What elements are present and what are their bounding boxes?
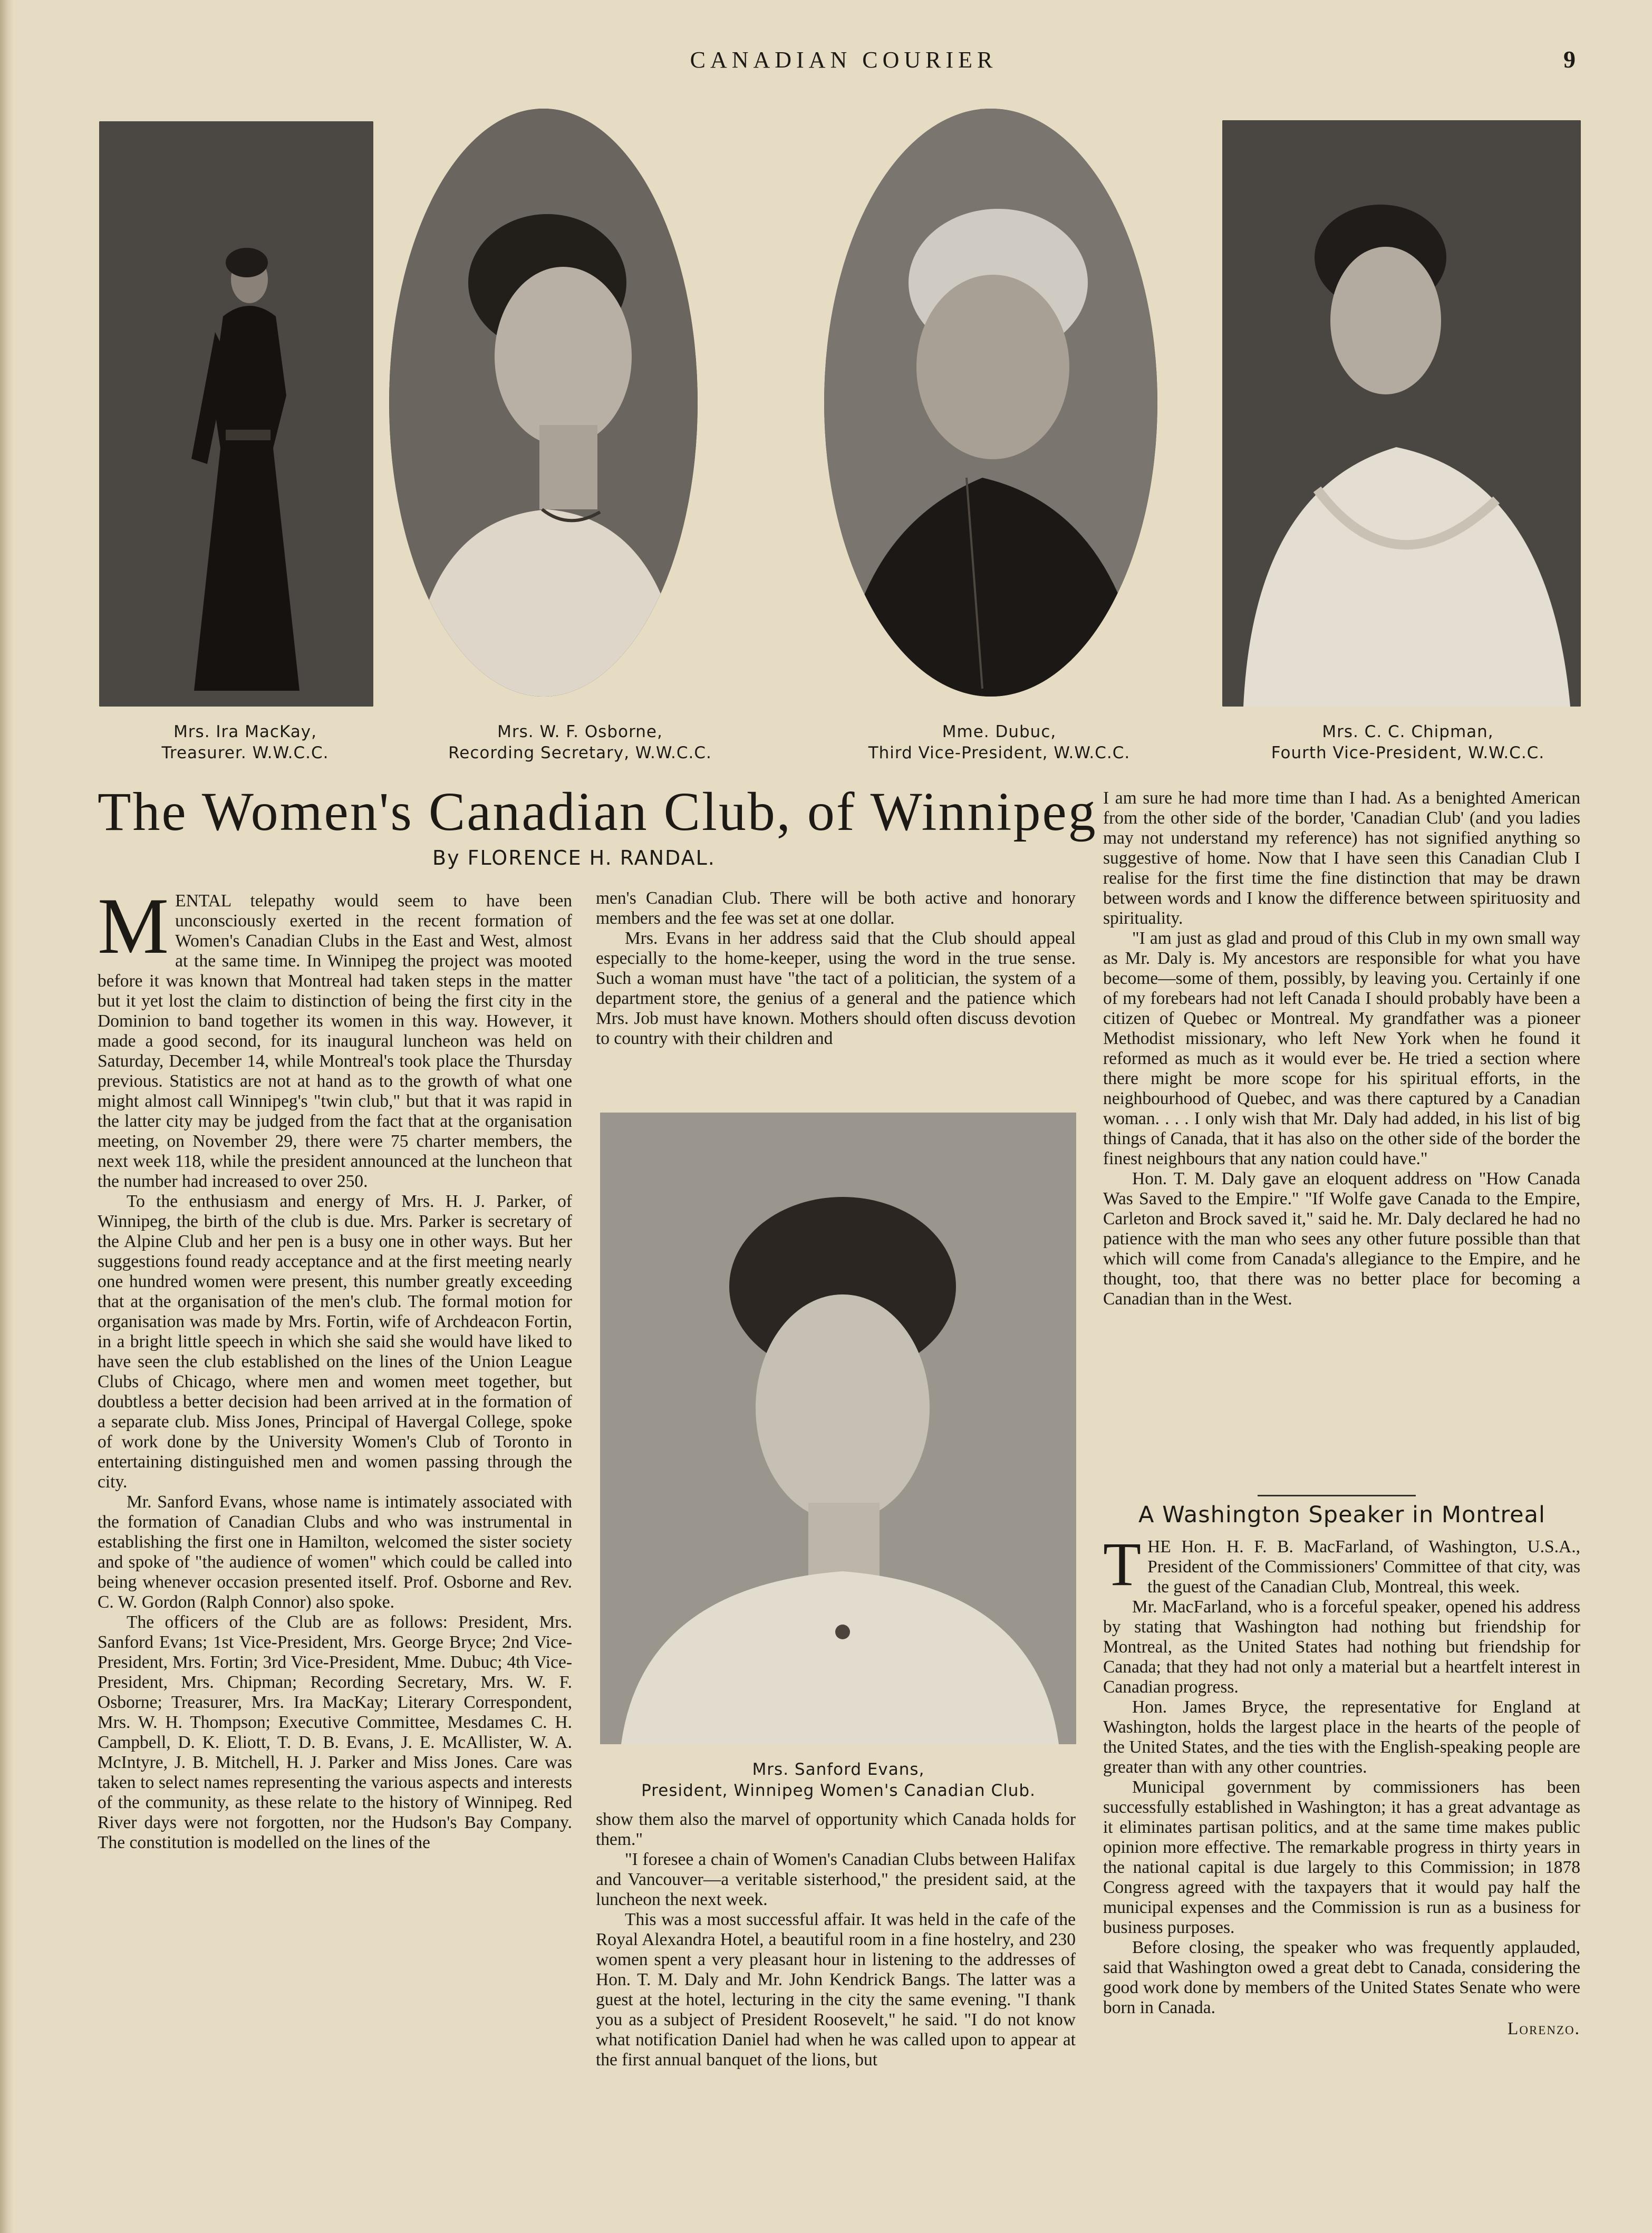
article-column-2-top bbox=[596, 888, 1076, 1094]
article-paragraph: "I am just as glad and proud of this Club in my own small way as Mr. Daly is. My ancestors are responsible for what you have become—some of them, possibly, by leaving you. Certainly if one of my forebears had not left Canada I should probably have been a citizen of Quebec or Montreal. My grandfather was a pioneer Methodist missionary, who left New York when he found it reformed as much as it would ever be. He tried a section where there might be more scope for his spiritual efforts, in the neighbourhood of Quebec, and was there captured by a Canadian woman. . . . I only wish that Mr. Daly had added, in his list of big things of Canada, that it has also on the other side of the border the finest neighbours that any nation could have." bbox=[1103, 929, 1580, 1168]
portrait-name: Mme. Dubuc, bbox=[942, 722, 1057, 741]
article-paragraph: "I foresee a chain of Women's Canadian Clubs between Halifax and Vancouver—a veritable sisterhood," the president said, at the luncheon the next week. bbox=[596, 1850, 1076, 1909]
portrait-name: Mrs. W. F. Osborne, bbox=[497, 722, 663, 741]
portrait-photo-evans bbox=[600, 1113, 1076, 1744]
article-paragraph: Mrs. Evans in her address said that the Club should appeal especially to the home-keeper, using the word in the true sense. Such a woman must have "the tact of a politician, the system of a department store, the genius of a general and the patience which Mrs. Job must have known. Mothers should often discuss devotion to country with their children and bbox=[596, 929, 1076, 1048]
portrait-name: Mrs. Sanford Evans, bbox=[752, 1760, 925, 1779]
article-column-3 bbox=[1103, 788, 1580, 1476]
drop-cap: T bbox=[1103, 1537, 1142, 1599]
portrait-caption-evans bbox=[606, 1759, 1070, 1801]
article-paragraph: The officers of the Club are as follows: President, Mrs. Sanford Evans; 1st Vice-President, Mrs. George Bryce; 2nd Vice-President, Mrs. Fortin; 3rd Vice-President, Mme. Dubuc; 4th Vice-President, Mrs. Chipman; Recording Secretary, Mrs. W. F. Osborne; Treasurer, Mrs. Ira MacKay; Literary Correspondent, Mrs. W. H. Thompson; Executive Committee, Mesdames C. H. Campbell, D. K. Eliott, T. D. B. Evans, J. E. McAllister, W. A. McIntyre, J. B. Mitchell, H. J. Parker and Miss Jones. Care was taken to select names representing the various aspects and interests of the community, as these relate to the history of Winnipeg. Red River days were not forgotten, nor the Hudson's Bay Company. The constitution is modelled on the lines of the bbox=[98, 1612, 572, 1852]
page-binding-edge bbox=[0, 0, 14, 2233]
portrait-role: President, Winnipeg Women's Canadian Club. bbox=[641, 1781, 1036, 1800]
portrait-role: Third Vice-President, W.W.C.C. bbox=[868, 743, 1131, 762]
portrait-caption-chipman bbox=[1213, 721, 1603, 763]
article-paragraph-text: HE Hon. H. F. B. MacFarland, of Washington, U.S.A., President of the Commissioners' Committee of that city, was the guest of the Canadian Club, Montreal, this week. bbox=[1147, 1537, 1580, 1597]
sidebar-headline: A Washington Speaker in Montreal bbox=[1138, 1502, 1545, 1528]
portrait-photo-chipman bbox=[1222, 120, 1581, 707]
article-byline: By FLORENCE H. RANDAL. bbox=[432, 846, 716, 869]
portrait-role: Fourth Vice-President, W.W.C.C. bbox=[1271, 743, 1545, 762]
article-paragraph: show them also the marvel of opportunity which Canada holds for them." bbox=[596, 1810, 1076, 1849]
article-headline: The Women's Canadian Club, of Winnipeg bbox=[98, 781, 1097, 842]
article-paragraph: This was a most successful affair. It was held in the cafe of the Royal Alexandra Hotel, a beautiful room in a fine hostelry, and 230 women spent a very pleasant hour in listening to the addresses of Hon. T. M. Daly and Mr. John Kendrick Bangs. The latter was a guest at the hotel, lecturing in the city the same evening. "I thank you as a subject of President Roosevelt," he said. "I do not know what notification Daniel had when he was called upon to appear at the first annual banquet of the lions, but bbox=[596, 1910, 1076, 2070]
author-signature: Lorenzo. bbox=[1507, 2019, 1580, 2038]
portrait-caption-dubuc bbox=[825, 721, 1173, 763]
article-column-1 bbox=[98, 891, 572, 2146]
article-paragraph: To the enthusiasm and energy of Mrs. H. J. Parker, of Winnipeg, the birth of the club is due. Mrs. Parker is secretary of the Alpine Club and her pen is a busy one in other ways. But her suggestions found ready acceptance and at the first meeting nearly one hundred women were present, this number greatly exceeding that at the organisation of the men's club. The formal motion for organisation was made by Mrs. Fortin, wife of Archdeacon Fortin, in a bright little speech in which she said she would have liked to have seen the club established on the lines of the Union League Clubs of Chicago, where men and women meet together, but doubtless a better decision had been arrived at in the formation of a separate club. Miss Jones, Principal of Havergal College, spoke of work done by the University Women's Club of Toronto in entertaining distinguished men and women passing through the city. bbox=[98, 1192, 572, 1492]
portrait-caption-mackay bbox=[95, 721, 395, 763]
article-paragraph-text: ENTAL telepathy would seem to have been unconsciously exerted in the recent formation of Women's Canadian Clubs in the East and West, almost at the same time. In Winnipeg the project was mooted before it was known that Montreal had taken steps in the matter but it yet lost the claim to distinction of being the first city in the Dominion to band together its women in this way. However, it made a good second, for its inaugural luncheon was held on Saturday, December 14, while Montreal's took place the Thursday previous. Statistics are not at hand as to the growth of what one might almost call Winnipeg's "twin club," but that it was rapid in the latter city may be judged from the fact that at the organisation meeting, on November 29, there were 75 charter members, the next week 118, while the president announced at the luncheon that the number had increased to over 250. bbox=[98, 891, 572, 1191]
article-column-2-bottom bbox=[596, 1810, 1076, 2147]
article-paragraph: Mr. MacFarland, who is a forceful speaker, opened his address by stating that Washington had nothing but friendship for Montreal, as the United States had nothing but friendship for Canada; that they had not only a material but a heartfelt interest in Canadian progress. bbox=[1103, 1597, 1580, 1697]
article-paragraph: Before closing, the speaker who was frequently applauded, said that Washington owed a great debt to Canada, considering the good work done by members of the United States Senate who were born in Canada. bbox=[1103, 1938, 1580, 2017]
article-paragraph: I am sure he had more time than I had. As a benighted American from the other side of the border, 'Canadian Club' (and you ladies may not understand my reference) has not signified anything so suggestive of home. Now that I have seen this Canadian Club I realise for the first time the fine distinction that may be drawn between words and I know the difference between spirituosity and spirituality. bbox=[1103, 788, 1580, 928]
sidebar-article-body bbox=[1103, 1537, 1580, 2149]
article-paragraph bbox=[98, 891, 572, 1192]
portrait-caption-osborne bbox=[417, 721, 743, 763]
running-head: CANADIAN COURIER bbox=[690, 47, 998, 73]
portrait-role: Recording Secretary, W.W.C.C. bbox=[448, 743, 712, 762]
article-paragraph: Municipal government by commissioners has been successfully established in Washington; it has a great advantage as it eliminates partisan politics, and at the same time makes public opinion more effective. The remarkable progress in thirty years in the national capital is due largely to this Commission; in 1878 Congress agreed with the taxpayers that it would pay half the municipal expenses and the Commission is run as a business for business purposes. bbox=[1103, 1777, 1580, 1937]
article-paragraph: men's Canadian Club. There will be both active and honorary members and the fee was set at one dollar. bbox=[596, 888, 1076, 928]
portrait-name: Mrs. Ira MacKay, bbox=[173, 722, 317, 741]
section-divider bbox=[1258, 1495, 1416, 1496]
article-paragraph: Mr. Sanford Evans, whose name is intimately associated with the formation of Canadian Clubs and who was instrumental in establishing the first one in Hamilton, welcomed the sister society and spoke of "the audience of women" which could be called into being whenever occasion presented itself. Prof. Osborne and Rev. C. W. Gordon (Ralph Connor) also spoke. bbox=[98, 1492, 572, 1612]
page-number: 9 bbox=[1563, 46, 1576, 73]
portrait-photo-osborne bbox=[389, 109, 698, 697]
portrait-name: Mrs. C. C. Chipman, bbox=[1322, 722, 1494, 741]
article-paragraph: Hon. T. M. Daly gave an eloquent address on "How Canada Was Saved to the Empire." "If Wolfe gave Canada to the Empire, Carleton and Brock saved it," said he. Mr. Daly declared he had no patience with the man who sees any other future possible than that which will come from Canada's allegiance to the Empire, and he thought, too, that there was no better place for becoming a Canadian than in the West. bbox=[1103, 1169, 1580, 1309]
portrait-role: Treasurer. W.W.C.C. bbox=[161, 743, 329, 762]
article-paragraph bbox=[1103, 1537, 1580, 1597]
drop-cap: M bbox=[98, 891, 169, 970]
portrait-photo-dubuc bbox=[824, 109, 1157, 697]
article-paragraph: Hon. James Bryce, the representative for England at Washington, holds the largest place in the hearts of the people of the United States, and the ties with the English-speaking people are greater than with any other countries. bbox=[1103, 1697, 1580, 1777]
portrait-photo-mackay bbox=[99, 121, 373, 707]
